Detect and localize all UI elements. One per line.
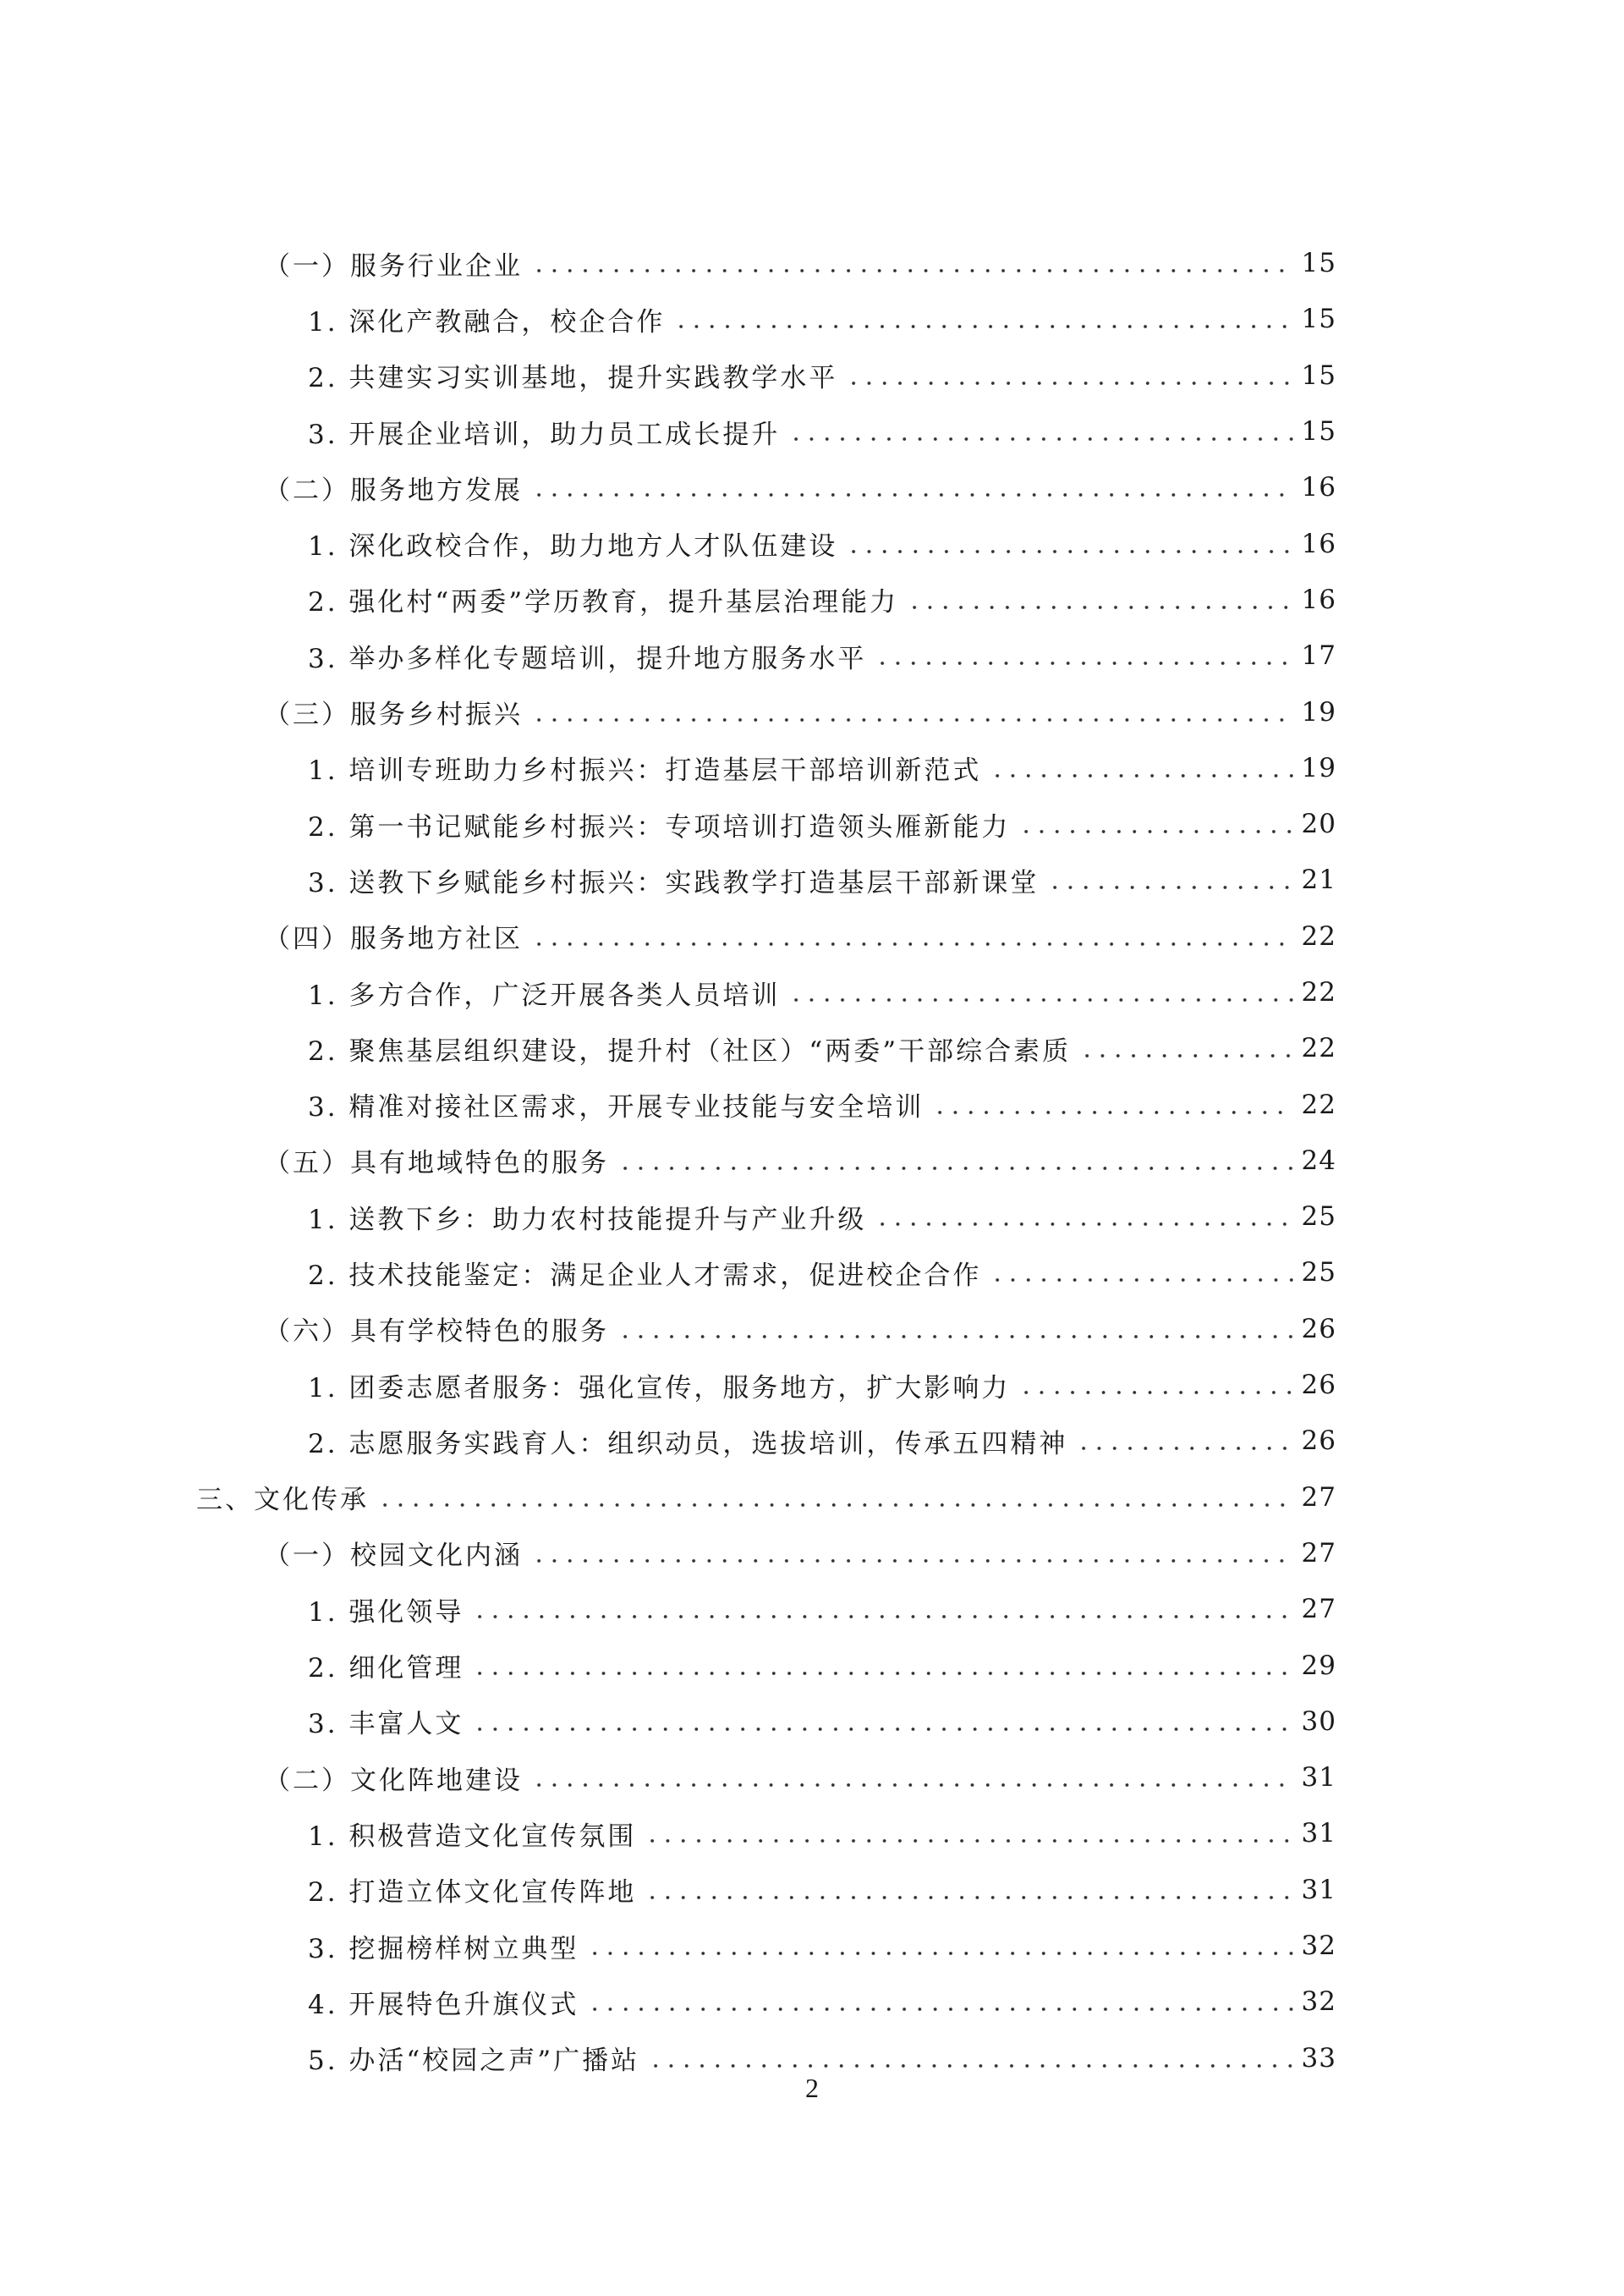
- toc-dot-leader: [587, 1951, 1292, 1956]
- table-of-contents: [196, 235, 1336, 2086]
- toc-entry[interactable]: [196, 1581, 1336, 1637]
- toc-entry-title: 三、文化传承: [196, 1485, 369, 1516]
- toc-entry-title: 1. 送教下乡：助力农村技能提升与产业升级: [308, 1204, 867, 1235]
- toc-entry-page-number: 30: [1301, 1706, 1336, 1737]
- toc-entry-page-number: 32: [1301, 1931, 1336, 1962]
- toc-dot-leader: [907, 605, 1292, 610]
- toc-entry-title: 3. 举办多样化专题培训，提升地方服务水平: [308, 643, 867, 674]
- toc-dot-leader: [531, 492, 1293, 497]
- toc-entry[interactable]: [196, 1749, 1336, 1805]
- toc-entry-page-number: 31: [1301, 1874, 1336, 1905]
- toc-entry[interactable]: [196, 1189, 1336, 1244]
- toc-dot-leader: [617, 1166, 1293, 1171]
- toc-entry-page-number: 15: [1301, 304, 1336, 335]
- toc-dot-leader: [1079, 1053, 1292, 1058]
- toc-entry-page-number: 19: [1301, 696, 1336, 728]
- toc-entry[interactable]: [196, 348, 1336, 404]
- toc-entry-page-number: 26: [1301, 1425, 1336, 1457]
- toc-entry[interactable]: [196, 459, 1336, 515]
- toc-entry[interactable]: [196, 852, 1336, 908]
- toc-entry-page-number: 22: [1301, 977, 1336, 1008]
- toc-entry[interactable]: [196, 628, 1336, 684]
- toc-entry[interactable]: [196, 684, 1336, 739]
- toc-dot-leader: [531, 268, 1293, 273]
- toc-entry[interactable]: [196, 740, 1336, 796]
- toc-entry-title: （三）服务乡村振兴: [264, 700, 523, 731]
- toc-entry-page-number: 16: [1301, 584, 1336, 615]
- toc-entry-page-number: 27: [1301, 1481, 1336, 1513]
- toc-entry-title: 1. 深化政校合作，助力地方人才队伍建设: [308, 531, 838, 563]
- toc-entry-title: （二）文化阵地建设: [264, 1765, 523, 1796]
- toc-entry-page-number: 24: [1301, 1145, 1336, 1176]
- toc-entry-title: 2. 技术技能鉴定：满足企业人才需求，促进校企合作: [308, 1260, 982, 1291]
- toc-entry-title: 3. 送教下乡赋能乡村振兴：实践教学打造基层干部新课堂: [308, 867, 1040, 898]
- toc-dot-leader: [531, 942, 1293, 947]
- toc-entry[interactable]: [196, 235, 1336, 291]
- toc-entry-title: 3. 丰富人文: [308, 1709, 464, 1740]
- toc-entry-title: 2. 细化管理: [308, 1653, 464, 1684]
- toc-dot-leader: [472, 1727, 1292, 1732]
- toc-dot-leader: [875, 1222, 1292, 1227]
- toc-entry-title: 2. 强化村“两委”学历教育，提升基层治理能力: [308, 587, 899, 618]
- toc-dot-leader: [788, 437, 1292, 442]
- toc-entry-page-number: 27: [1301, 1594, 1336, 1625]
- toc-entry-title: 4. 开展特色升旗仪式: [308, 1989, 579, 2020]
- toc-dot-leader: [531, 717, 1293, 722]
- toc-entry-title: （五）具有地域特色的服务: [264, 1148, 609, 1179]
- toc-dot-leader: [645, 1838, 1292, 1843]
- toc-entry[interactable]: [196, 1133, 1336, 1189]
- toc-dot-leader: [846, 549, 1292, 554]
- toc-entry-page-number: 25: [1301, 1201, 1336, 1233]
- toc-dot-leader: [648, 2063, 1292, 2068]
- toc-entry-title: 1. 多方合作，广泛开展各类人员培训: [308, 980, 781, 1011]
- toc-entry-title: 1. 积极营造文化宣传氛围: [308, 1821, 637, 1852]
- toc-entry[interactable]: [196, 1244, 1336, 1300]
- toc-dot-leader: [875, 661, 1292, 666]
- toc-entry-page-number: 22: [1301, 920, 1336, 952]
- toc-entry[interactable]: [196, 515, 1336, 571]
- toc-dot-leader: [1076, 1446, 1292, 1451]
- toc-entry-page-number: 19: [1301, 752, 1336, 783]
- toc-dot-leader: [673, 324, 1292, 329]
- toc-entry-page-number: 33: [1301, 2042, 1336, 2074]
- toc-entry-title: （一）服务行业企业: [264, 250, 523, 282]
- toc-dot-leader: [990, 773, 1292, 778]
- toc-entry-title: 2. 打造立体文化宣传阵地: [308, 1877, 637, 1909]
- toc-dot-leader: [990, 1277, 1292, 1283]
- toc-dot-leader: [645, 1895, 1292, 1900]
- toc-entry-page-number: 15: [1301, 248, 1336, 279]
- toc-entry[interactable]: [196, 1694, 1336, 1749]
- toc-entry-title: 1. 深化产教融合，校企合作: [308, 306, 666, 338]
- toc-entry-page-number: 32: [1301, 1986, 1336, 2018]
- toc-entry-page-number: 25: [1301, 1257, 1336, 1288]
- toc-entry-page-number: 22: [1301, 1033, 1336, 1064]
- toc-entry-page-number: 22: [1301, 1089, 1336, 1120]
- toc-entry-page-number: 31: [1301, 1762, 1336, 1793]
- toc-entry[interactable]: [196, 1637, 1336, 1693]
- toc-entry-page-number: 16: [1301, 528, 1336, 559]
- toc-entry[interactable]: [196, 1918, 1336, 1974]
- toc-entry[interactable]: [196, 1525, 1336, 1581]
- toc-dot-leader: [472, 1671, 1292, 1676]
- toc-entry-title: 1. 强化领导: [308, 1596, 464, 1628]
- toc-entry[interactable]: [196, 909, 1336, 964]
- toc-dot-leader: [846, 381, 1292, 386]
- toc-dot-leader: [531, 1782, 1293, 1788]
- toc-entry[interactable]: [196, 1805, 1336, 1861]
- toc-entry-title: 5. 办活“校园之声”广播站: [308, 2046, 640, 2077]
- toc-dot-leader: [472, 1614, 1292, 1619]
- toc-entry[interactable]: [196, 964, 1336, 1020]
- toc-entry-title: 2. 共建实习实训基地，提升实践教学水平: [308, 363, 838, 394]
- toc-entry-page-number: 21: [1301, 865, 1336, 896]
- toc-entry[interactable]: [196, 1076, 1336, 1132]
- toc-entry-title: 2. 第一书记赋能乡村振兴：专项培训打造领头雁新能力: [308, 811, 1011, 843]
- toc-entry-title: （一）校园文化内涵: [264, 1541, 523, 1572]
- toc-dot-leader: [1018, 1390, 1292, 1395]
- toc-entry-title: （四）服务地方社区: [264, 924, 523, 955]
- toc-entry-page-number: 31: [1301, 1818, 1336, 1849]
- toc-entry[interactable]: [196, 1974, 1336, 2030]
- toc-dot-leader: [788, 997, 1292, 1002]
- toc-entry[interactable]: [196, 1469, 1336, 1525]
- toc-entry[interactable]: [196, 404, 1336, 459]
- toc-dot-leader: [932, 1110, 1292, 1115]
- toc-entry-title: （六）具有学校特色的服务: [264, 1316, 609, 1348]
- toc-entry-page-number: 15: [1301, 416, 1336, 448]
- toc-dot-leader: [531, 1558, 1293, 1563]
- toc-dot-leader: [587, 2007, 1292, 2012]
- toc-entry[interactable]: [196, 1413, 1336, 1469]
- toc-dot-leader: [377, 1502, 1293, 1508]
- toc-entry[interactable]: [196, 796, 1336, 852]
- page-number: 2: [805, 2073, 819, 2103]
- toc-entry-page-number: 17: [1301, 640, 1336, 672]
- toc-entry-page-number: 26: [1301, 1370, 1336, 1401]
- toc-dot-leader: [617, 1334, 1293, 1339]
- toc-entry-title: （二）服务地方发展: [264, 475, 523, 506]
- toc-entry[interactable]: [196, 291, 1336, 347]
- toc-entry-page-number: 29: [1301, 1650, 1336, 1681]
- toc-entry-page-number: 26: [1301, 1313, 1336, 1344]
- toc-entry-page-number: 27: [1301, 1537, 1336, 1568]
- toc-entry[interactable]: [196, 1862, 1336, 1918]
- toc-entry[interactable]: [196, 572, 1336, 628]
- toc-entry-title: 1. 培训专班助力乡村振兴：打造基层干部培训新范式: [308, 755, 982, 787]
- toc-entry[interactable]: [196, 1357, 1336, 1413]
- toc-entry-title: 3. 开展企业培训，助力员工成长提升: [308, 419, 781, 450]
- toc-entry-title: 3. 挖掘榜样树立典型: [308, 1933, 579, 1964]
- toc-dot-leader: [1018, 829, 1292, 834]
- toc-entry-page-number: 20: [1301, 809, 1336, 840]
- toc-entry-page-number: 15: [1301, 360, 1336, 391]
- toc-entry-title: 3. 精准对接社区需求，开展专业技能与安全培训: [308, 1092, 924, 1123]
- toc-entry[interactable]: [196, 1301, 1336, 1357]
- toc-dot-leader: [1047, 885, 1292, 890]
- toc-entry[interactable]: [196, 1020, 1336, 1076]
- toc-entry-title: 1. 团委志愿者服务：强化宣传，服务地方，扩大影响力: [308, 1372, 1011, 1403]
- toc-entry-title: 2. 聚焦基层组织建设，提升村（社区）“两委”干部综合素质: [308, 1035, 1072, 1067]
- toc-entry-title: 2. 志愿服务实践育人：组织动员，选拔培训，传承五四精神: [308, 1428, 1068, 1459]
- toc-entry-page-number: 16: [1301, 472, 1336, 503]
